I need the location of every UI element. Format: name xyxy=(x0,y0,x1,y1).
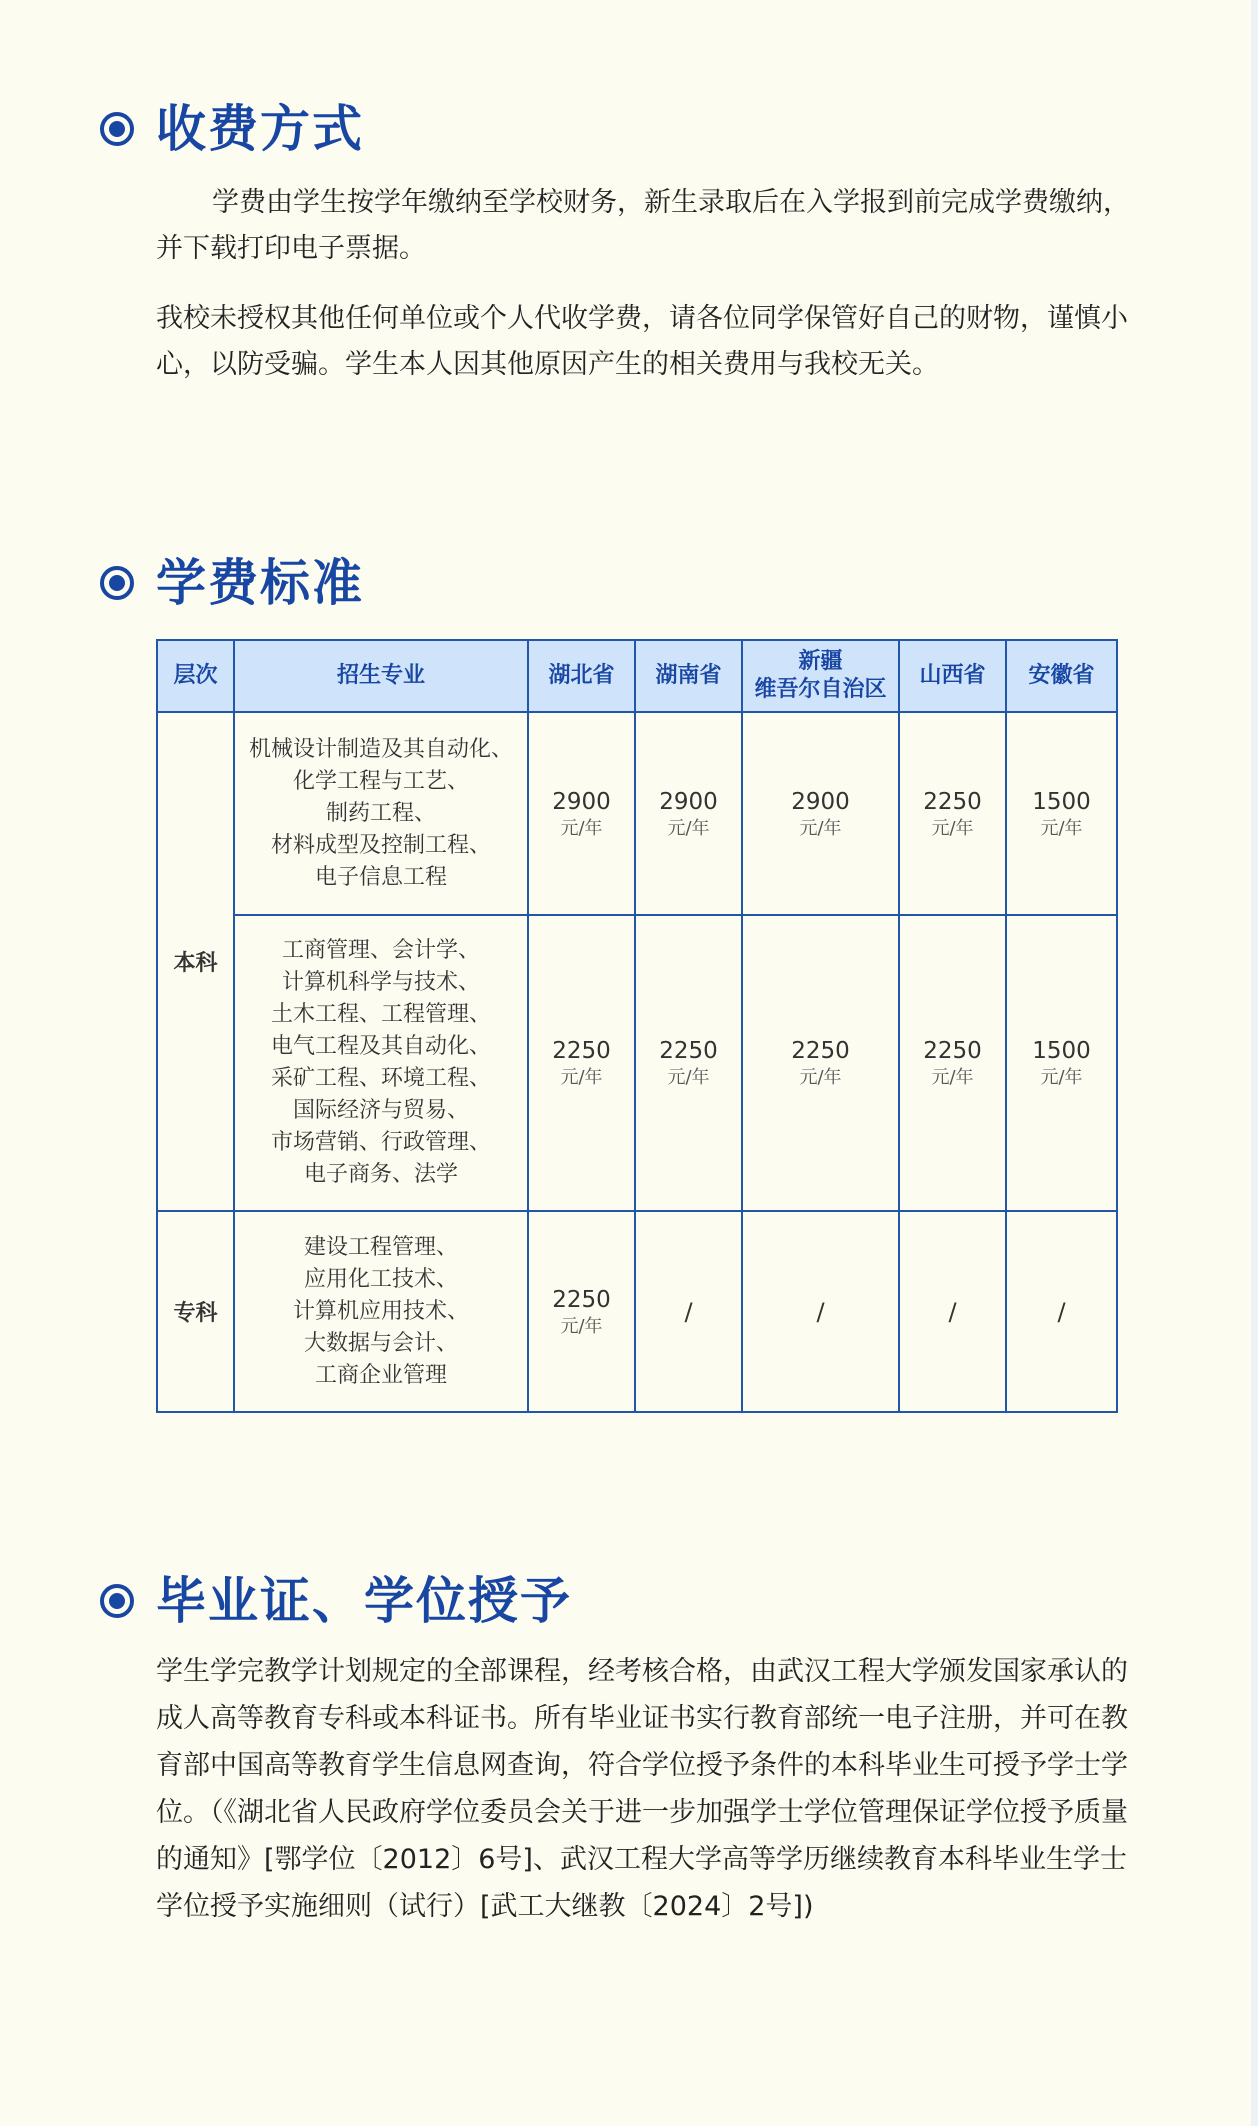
fee-cell: 1500 元/年 xyxy=(1006,915,1117,1211)
majors-cell xyxy=(234,712,528,915)
major-item: 大数据与会计、 xyxy=(303,1330,458,1356)
fee-cell-empty: / xyxy=(635,1211,742,1412)
section-title: 收费方式 xyxy=(156,100,364,158)
fee-cell-empty: / xyxy=(899,1211,1006,1412)
fee-cell: 2250 元/年 xyxy=(528,1211,635,1412)
fee-cell: 2250 元/年 xyxy=(742,915,899,1211)
major-item: 机械设计制造及其自动化、 xyxy=(248,736,513,762)
major-item: 材料成型及控制工程、 xyxy=(270,832,491,858)
payment-paragraph-2: 我校未授权其他任何单位或个人代收学费，请各位同学保管好自己的财物，谨慎小心，以防受骗。学生本人因其他原因产生的相关费用与我校无关。 xyxy=(156,303,1128,380)
major-item: 制药工程、 xyxy=(325,800,436,826)
header-anhui: 安徽省 xyxy=(1006,640,1117,712)
major-item: 工商企业管理 xyxy=(314,1362,447,1388)
major-item: 电子商务、法学 xyxy=(303,1162,458,1187)
majors-cell xyxy=(234,1211,528,1412)
radio-bullet-icon xyxy=(100,566,134,600)
fee-cell: 2900 元/年 xyxy=(528,712,635,915)
tuition-table xyxy=(156,639,1118,1413)
header-hubei: 湖北省 xyxy=(528,640,635,712)
header-shanxi: 山西省 xyxy=(899,640,1006,712)
fee-cell: 2250 元/年 xyxy=(528,915,635,1211)
level-zhuanke: 专科 xyxy=(157,1211,234,1412)
payment-paragraph-1: 学费由学生按学年缴纳至学校财务，新生录取后在入学报到前完成学费缴纳，并下载打印电子票据。 xyxy=(156,187,1130,264)
major-item: 计算机科学与技术、 xyxy=(281,970,480,995)
major-item: 国际经济与贸易、 xyxy=(292,1098,469,1123)
section-heading-fees xyxy=(100,554,364,612)
major-item: 工商管理、会计学、 xyxy=(281,938,480,963)
fee-cell: 2250 元/年 xyxy=(899,712,1006,915)
major-item: 采矿工程、环境工程、 xyxy=(270,1066,491,1091)
fee-cell-empty: / xyxy=(1006,1211,1117,1412)
major-item: 市场营销、行政管理、 xyxy=(270,1130,491,1155)
major-item: 化学工程与工艺、 xyxy=(292,768,469,794)
table-row xyxy=(157,915,1117,1211)
level-benke: 本科 xyxy=(157,712,234,1211)
section-title: 毕业证、学位授予 xyxy=(156,1572,572,1630)
majors-cell xyxy=(234,915,528,1211)
header-majors: 招生专业 xyxy=(234,640,528,712)
fee-cell: 2900 元/年 xyxy=(635,712,742,915)
major-item: 计算机应用技术、 xyxy=(292,1298,469,1324)
section-heading-payment xyxy=(100,100,364,158)
header-level: 层次 xyxy=(157,640,234,712)
table-row xyxy=(157,1211,1117,1412)
fee-cell: 2250 元/年 xyxy=(635,915,742,1211)
radio-bullet-icon xyxy=(100,112,134,146)
fee-cell: 1500 元/年 xyxy=(1006,712,1117,915)
major-item: 电气工程及其自动化、 xyxy=(270,1034,491,1059)
table-header-row xyxy=(157,640,1117,712)
table-row xyxy=(157,712,1117,915)
header-xinjiang-line2: 维吾尔自治区 xyxy=(754,677,887,702)
major-item: 土木工程、工程管理、 xyxy=(270,1002,491,1027)
fee-cell: 2250 元/年 xyxy=(899,915,1006,1211)
header-xinjiang-line1: 新疆 xyxy=(798,649,843,674)
major-item: 电子信息工程 xyxy=(314,864,447,890)
major-item: 应用化工技术、 xyxy=(303,1266,458,1292)
page-right-edge xyxy=(1251,0,1258,2126)
radio-bullet-icon xyxy=(100,1584,134,1618)
header-xinjiang xyxy=(742,640,899,712)
graduation-paragraph: 学生学完教学计划规定的全部课程，经考核合格，由武汉工程大学颁发国家承认的成人高等教育专科或本科证书。所有毕业证书实行教育部统一电子注册，并可在教育部中国高等教育学生信息网查询，符合学位授予条件的本科毕业生可授予学士学位。（《湖北省人民政府学位委员会关于进一步加强学士学位管理保证学位授予质量的通知》[鄂学位〔2012〕6号]、武汉工程大学高等学历继续教育本科毕业生学士学位授予实施细则（试行）[武工大继教〔2024〕2号]) xyxy=(156,1656,1128,1922)
fee-cell-empty: / xyxy=(742,1211,899,1412)
section-title: 学费标准 xyxy=(156,554,364,612)
header-hunan: 湖南省 xyxy=(635,640,742,712)
major-item: 建设工程管理、 xyxy=(303,1234,458,1260)
fee-cell: 2900 元/年 xyxy=(742,712,899,915)
section-heading-graduation xyxy=(100,1572,572,1630)
